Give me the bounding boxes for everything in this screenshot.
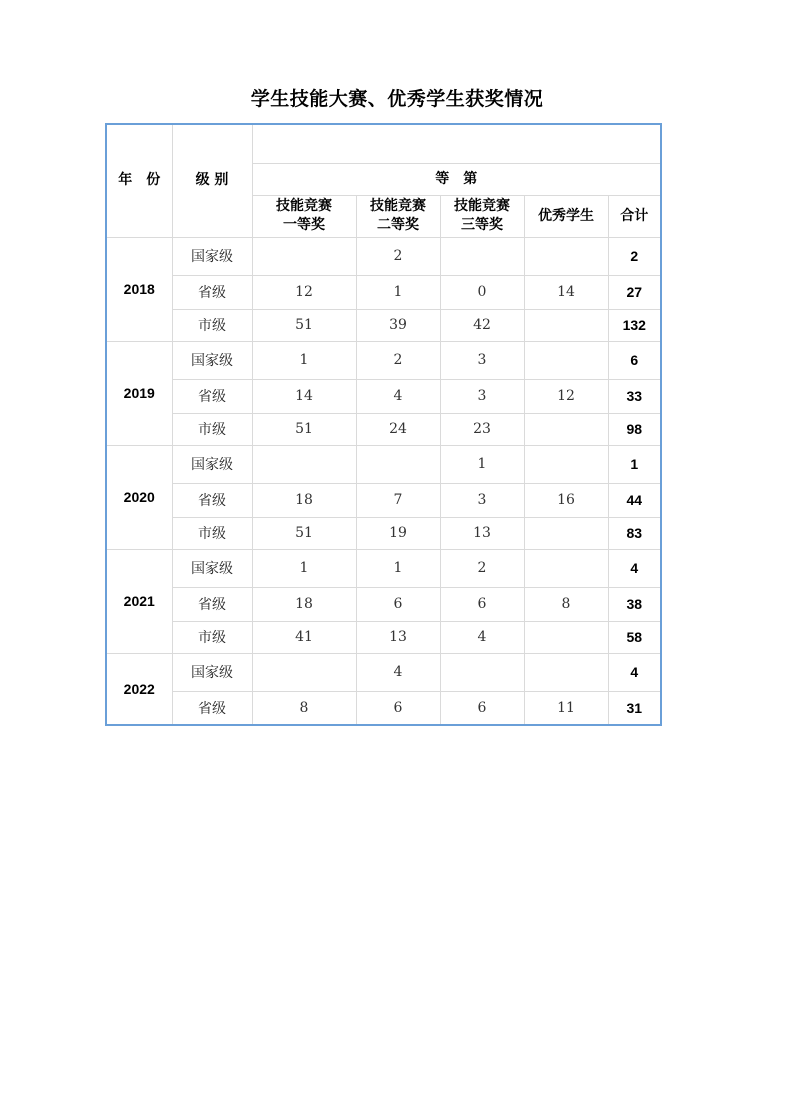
value-cell-col-3: 3 — [440, 483, 524, 517]
total-cell: 4 — [608, 549, 661, 587]
value-cell-col-1: 51 — [252, 413, 356, 445]
header-col-1 — [252, 195, 356, 237]
total-cell: 4 — [608, 653, 661, 691]
header-col-4: 优秀学生 — [524, 195, 608, 237]
level-cell: 省级 — [172, 483, 252, 517]
value-cell-col-3: 3 — [440, 379, 524, 413]
table-row — [106, 413, 661, 445]
table-row — [106, 549, 661, 587]
value-cell-col-2: 39 — [356, 309, 440, 341]
level-cell: 省级 — [172, 587, 252, 621]
value-cell-col-3: 23 — [440, 413, 524, 445]
value-cell-col-2: 2 — [356, 341, 440, 379]
value-cell-col-2: 24 — [356, 413, 440, 445]
value-cell-col-2: 2 — [356, 237, 440, 275]
header-col-3-line1: 技能竞赛 — [454, 198, 510, 214]
header-col-1-line2: 一等奖 — [283, 217, 325, 233]
value-cell-col-1: 51 — [252, 517, 356, 549]
level-cell: 国家级 — [172, 549, 252, 587]
total-cell: 2 — [608, 237, 661, 275]
value-cell-col-1: 18 — [252, 587, 356, 621]
year-cell: 2021 — [106, 549, 172, 653]
level-cell: 市级 — [172, 621, 252, 653]
value-cell-col-4: 12 — [524, 379, 608, 413]
table-row — [106, 379, 661, 413]
value-cell-col-2: 6 — [356, 587, 440, 621]
year-cell: 2018 — [106, 237, 172, 341]
value-cell-col-3 — [440, 653, 524, 691]
header-blank-cell — [252, 124, 661, 163]
value-cell-col-1: 51 — [252, 309, 356, 341]
header-col-2-line2: 二等奖 — [377, 217, 419, 233]
value-cell-col-4: 8 — [524, 587, 608, 621]
value-cell-col-2: 1 — [356, 275, 440, 309]
header-grade: 等 第 — [252, 163, 661, 195]
value-cell-col-2: 1 — [356, 549, 440, 587]
awards-table-body — [106, 124, 661, 725]
total-cell: 38 — [608, 587, 661, 621]
value-cell-col-2: 19 — [356, 517, 440, 549]
year-cell: 2019 — [106, 341, 172, 445]
table-row — [106, 653, 661, 691]
table-row — [106, 341, 661, 379]
value-cell-col-3: 1 — [440, 445, 524, 483]
value-cell-col-3: 6 — [440, 587, 524, 621]
value-cell-col-1: 8 — [252, 691, 356, 725]
value-cell-col-1: 12 — [252, 275, 356, 309]
value-cell-col-2 — [356, 445, 440, 483]
page-title: 学生技能大赛、优秀学生获奖情况 — [250, 88, 544, 110]
total-cell: 98 — [608, 413, 661, 445]
total-cell: 33 — [608, 379, 661, 413]
value-cell-col-1 — [252, 653, 356, 691]
value-cell-col-1 — [252, 237, 356, 275]
total-cell: 58 — [608, 621, 661, 653]
level-cell: 国家级 — [172, 445, 252, 483]
value-cell-col-2: 6 — [356, 691, 440, 725]
value-cell-col-2: 4 — [356, 653, 440, 691]
table-row — [106, 275, 661, 309]
table-row — [106, 691, 661, 725]
header-col-3 — [440, 195, 524, 237]
value-cell-col-4 — [524, 549, 608, 587]
total-cell: 83 — [608, 517, 661, 549]
header-col-5: 合计 — [608, 195, 661, 237]
value-cell-col-4 — [524, 413, 608, 445]
level-cell: 国家级 — [172, 653, 252, 691]
value-cell-col-4 — [524, 621, 608, 653]
value-cell-col-3: 6 — [440, 691, 524, 725]
value-cell-col-4 — [524, 445, 608, 483]
level-cell: 省级 — [172, 691, 252, 725]
value-cell-col-4: 14 — [524, 275, 608, 309]
table-row — [106, 621, 661, 653]
value-cell-col-1: 14 — [252, 379, 356, 413]
value-cell-col-4: 11 — [524, 691, 608, 725]
header-col-3-line2: 三等奖 — [461, 217, 503, 233]
value-cell-col-4 — [524, 653, 608, 691]
total-cell: 6 — [608, 341, 661, 379]
value-cell-col-1: 1 — [252, 549, 356, 587]
value-cell-col-1: 1 — [252, 341, 356, 379]
value-cell-col-4 — [524, 237, 608, 275]
header-col-2 — [356, 195, 440, 237]
value-cell-col-1 — [252, 445, 356, 483]
value-cell-col-3: 13 — [440, 517, 524, 549]
value-cell-col-2: 4 — [356, 379, 440, 413]
value-cell-col-3: 0 — [440, 275, 524, 309]
value-cell-col-3: 4 — [440, 621, 524, 653]
total-cell: 27 — [608, 275, 661, 309]
table-row — [106, 517, 661, 549]
level-cell: 国家级 — [172, 237, 252, 275]
year-cell: 2022 — [106, 653, 172, 725]
header-col-1-line1: 技能竞赛 — [276, 198, 332, 214]
level-cell: 市级 — [172, 413, 252, 445]
value-cell-col-4: 16 — [524, 483, 608, 517]
value-cell-col-3: 2 — [440, 549, 524, 587]
table-row — [106, 309, 661, 341]
table-row — [106, 445, 661, 483]
value-cell-col-3 — [440, 237, 524, 275]
value-cell-col-3: 3 — [440, 341, 524, 379]
level-cell: 省级 — [172, 275, 252, 309]
value-cell-col-1: 18 — [252, 483, 356, 517]
header-row-top — [106, 124, 661, 163]
header-level: 级 别 — [172, 124, 252, 237]
header-col-2-line1: 技能竞赛 — [370, 198, 426, 214]
value-cell-col-3: 42 — [440, 309, 524, 341]
value-cell-col-4 — [524, 517, 608, 549]
level-cell: 市级 — [172, 309, 252, 341]
value-cell-col-1: 41 — [252, 621, 356, 653]
level-cell: 市级 — [172, 517, 252, 549]
total-cell: 1 — [608, 445, 661, 483]
table-row — [106, 237, 661, 275]
total-cell: 132 — [608, 309, 661, 341]
value-cell-col-2: 13 — [356, 621, 440, 653]
level-cell: 省级 — [172, 379, 252, 413]
table-row — [106, 483, 661, 517]
awards-table — [105, 123, 662, 726]
total-cell: 31 — [608, 691, 661, 725]
year-cell: 2020 — [106, 445, 172, 549]
total-cell: 44 — [608, 483, 661, 517]
value-cell-col-2: 7 — [356, 483, 440, 517]
level-cell: 国家级 — [172, 341, 252, 379]
value-cell-col-4 — [524, 341, 608, 379]
value-cell-col-4 — [524, 309, 608, 341]
table-row — [106, 587, 661, 621]
header-year: 年 份 — [106, 124, 172, 237]
